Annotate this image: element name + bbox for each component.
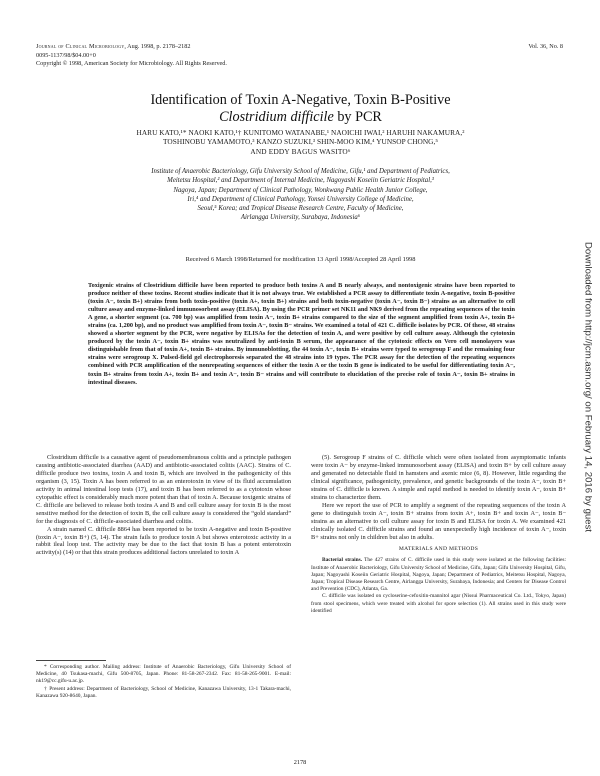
download-watermark <box>582 199 594 575</box>
title-organism: Clostridium difficile <box>219 109 334 125</box>
intro-paragraph-3: (5). Serogroup F strains of C. difficile which were often isolated from asymptomatic infants were toxin A− by enzyme-linked immunosorbent assay (ELISA) and toxin B+ by cell culture assay and generated no detectable fluid in hamsters and axenic mice (6, 8). However, little regarding the clinical significance, pathogenicity, prevalence, and genetic backgrounds of the toxin A−, toxin B+ strains of C. difficile is known. A simple and rapid method is needed to identify toxin A−, toxin B+ strains to characterize them. <box>311 454 566 501</box>
intro-paragraph-1: Clostridium difficile is a causative agent of pseudomembranous colitis and a principle pathogen causing antibiotic-associated diarrhea (AAD) and antibiotic-associated colitis (AAC). Strains of C. difficile produce two toxins, toxin A and toxin B, which are involved in the pathogenicity of this organism (3, 15). Toxin A has been referred to as an enterotoxin in view of its fluid accumulation activity in animal intestinal loop tests (17), and toxin B has been referred to as a cytotoxin whose cytopathic effect is considerably much more potent than that of toxin A. Because toxigenic strains of C. difficile are believed to release both toxins A and B and cell culture assay for toxin B is the most sensitive method for the detection of toxin B, the cell culture assay is considered the “gold standard” for the diagnosis of C. difficile-associated diarrhea and colitis. <box>36 454 291 525</box>
affiliation-line: Airlangga University, Surabaya, Indonesia⁶ <box>240 214 361 222</box>
bacterial-strains-label: Bacterial strains. <box>322 557 363 564</box>
download-watermark-text: Downloaded from http://jcm.asm.org/ on February 14, 2016 by guest <box>582 241 594 533</box>
volume-number: Vol. 36, No. 8 <box>528 43 563 50</box>
bacterial-strains-paragraph <box>311 557 566 593</box>
isolation-paragraph: C. difficile was isolated on cycloserine-cefoxitin-mannitol agar (Nissui Pharmaceutical Co. Ltd., Tokyo, Japan) from stool specimens, which were treated with alcohol for spore selection (1). All strains used in this study were identified <box>311 593 566 614</box>
issn: 0095-1137/98/$04.00+0 <box>36 51 96 59</box>
issue-date-pages: , Aug. 1998, p. 2178–2182 <box>124 43 191 50</box>
title-suffix: by PCR <box>333 109 382 125</box>
title-line-1: Identification of Toxin A-Negative, Toxin B-Positive <box>150 92 451 108</box>
bacterial-strains-text: The 427 strains of C. difficile used in this study were isolated at the following facilities: Institute of Anaerobic Bacteriology, Gifu University School of Medicine, Gifu, Japan; Gifu University Hospital, Gifu, Japan; Nagoyashi Koseiin Geriatric Hospital, Nagoya, Japan; Department of Pediatrics, Meitetsu Hospital, Nagoya, Japan; Tropical Disease Research Centre, Airlangga University, Surabaya, Indonesia; and Centers for Disease Control and Prevention (CDC), Atlanta, Ga. <box>311 557 566 593</box>
journal-name: Journal of Clinical Microbiology <box>36 43 125 50</box>
authors-line-1: HARU KATO,¹* NAOKI KATO,¹† KUNITOMO WATANABE,¹ NAOICHI IWAI,² HARUHI NAKAMURA,² <box>136 128 465 137</box>
intro-paragraph-2: A strain named C. difficile 8864 has been reported to be toxin A-negative and toxin B-positive (toxin A−, toxin B+) (5, 14). The strain fails to produce toxin A but shows enterotoxic activity in a rabbit ileal loop test. The activity may be due to the fact that toxin B has a potent enterotoxin activity(s) (14) or that this strain produces additional factors unrelated to toxin A <box>36 525 291 557</box>
affiliations <box>60 167 541 223</box>
footnote-rule <box>36 660 106 661</box>
authors-line-3: AND EDDY BAGUS WASITO⁶ <box>250 146 351 156</box>
article-title <box>36 92 565 126</box>
body-left-column <box>36 454 291 557</box>
affiliation-line: Iri,⁴ and Department of Clinical Pathology, Yonsei University College of Medicine, <box>187 195 414 203</box>
affiliation-line: Seoul,⁵ Korea; and Tropical Disease Research Centre, Faculty of Medicine, <box>197 205 404 213</box>
section-heading-materials: MATERIALS AND METHODS <box>398 546 479 553</box>
abstract: Toxigenic strains of Clostridium difficile have been reported to produce both toxins A and B nearly always, and nontoxigenic strains have been reported to produce neither of these toxins. Recent studies indicate that it is not always true. We established a PCR assay to differentiate toxin A-negative, toxin B-positive (toxin A−, toxin B+) strains from both toxin-positive (toxin A+, toxin B+) strains and both toxin-negative (toxin A−, toxin B−) strains as an alternative to cell culture assay and enzyme-linked immunosorbent assay (ELISA). By using the PCR primer set NK11 and NK9 derived from the repeating sequences of the toxin A gene, a shorter segment (ca. 700 bp) was amplified from toxin A−, toxin B+ strains compared to the size of the segment amplified from toxin A+, toxin B+ strains (ca. 1,200 bp), and no product was amplified from toxin A−, toxin B− strains. We examined a total of 421 C. difficile isolates by PCR. Of these, 48 strains showed a shorter segment by the PCR, were negative by ELISAs for the detection of toxin A, and were positive by cell culture assay. Although the cytotoxin produced by the toxin A−, toxin B+ strains was neutralized by anti-toxin B serum, the appearance of the cytotoxic effects on Vero cell monolayers was distinguishable from that of toxin A+, toxin B+ strains. By immunoblotting, the 44 toxin A−, toxin B+ strains were typed to serogroup F and the remaining four strains were serogroup X. Pulsed-field gel electrophoresis separated the 48 strains into 19 types. The PCR assay for the detection of the repeating sequences combined with PCR amplification of the nonrepeating sequences of either the toxin A or the toxin B gene is indicated to be useful for differentiating toxin A−, toxin B+ strains from toxin A+, toxin B+ and toxin A−, toxin B− strains and will contribute to elucidation of the precise role of toxin A−, toxin B+ strains in intestinal diseases. <box>88 282 515 386</box>
title-line-2 <box>36 109 565 126</box>
copyright: Copyright © 1998, American Society for Microbiology. All Rights Reserved. <box>36 60 227 67</box>
received-dates: Received 6 March 1998/Returned for modification 13 April 1998/Accepted 28 April 1998 <box>185 256 416 263</box>
authors-line-2: TOSHINOBU YAMAMOTO,³ KANZO SUZUKI,³ SHIN-MOO KIM,⁴ YUNSOP CHONG,⁵ <box>163 137 438 147</box>
intro-paragraph-4: Here we report the use of PCR to amplify a segment of the repeating sequences of the toxin A gene to distinguish toxin A−, toxin B+ strains from toxin A+, toxin B+ and toxin A−, toxin B− strains as an alternative to cell culture assay for toxin B and ELISA for toxin A. We examined 421 clinically isolated C. difficile strains and found an unexpectedly high incidence of toxin A−, toxin B+ strains not only in children but also in adults. <box>311 501 566 541</box>
affiliation-line: Meitetsu Hospital,² and Department of Internal Medicine, Nagoyashi Koseiin Geriatric Hospital,³ <box>167 177 434 185</box>
author-list <box>36 128 565 156</box>
present-address-note: † Present address: Department of Bacteriology, School of Medicine, Kanazawa University, 13-1 Takara-machi, Kanazawa 920-8640, Japan. <box>36 686 291 700</box>
page-number: 2178 <box>293 759 307 766</box>
body-right-column <box>311 454 566 615</box>
journal-header <box>36 43 227 69</box>
corresponding-author-note: * Corresponding author. Mailing address: Institute of Anaerobic Bacteriology, Gifu University School of Medicine, 40 Tsukasa-machi, Gifu 500-8705, Japan. Phone: 81-58-267-2342. Fax: 81-58-265-9001. E-mail: nk19@cc.gifu-u.ac.jp. <box>36 664 291 685</box>
affiliation-line: Institute of Anaerobic Bacteriology, Gifu University School of Medicine, Gifu,¹ and Department of Pediatrics, <box>151 168 450 175</box>
affiliation-line: Nagoya, Japan; Department of Clinical Pathology, Wonkwang Public Health Junior College, <box>173 186 428 194</box>
footnotes <box>36 664 291 701</box>
journal-citation <box>36 43 227 52</box>
